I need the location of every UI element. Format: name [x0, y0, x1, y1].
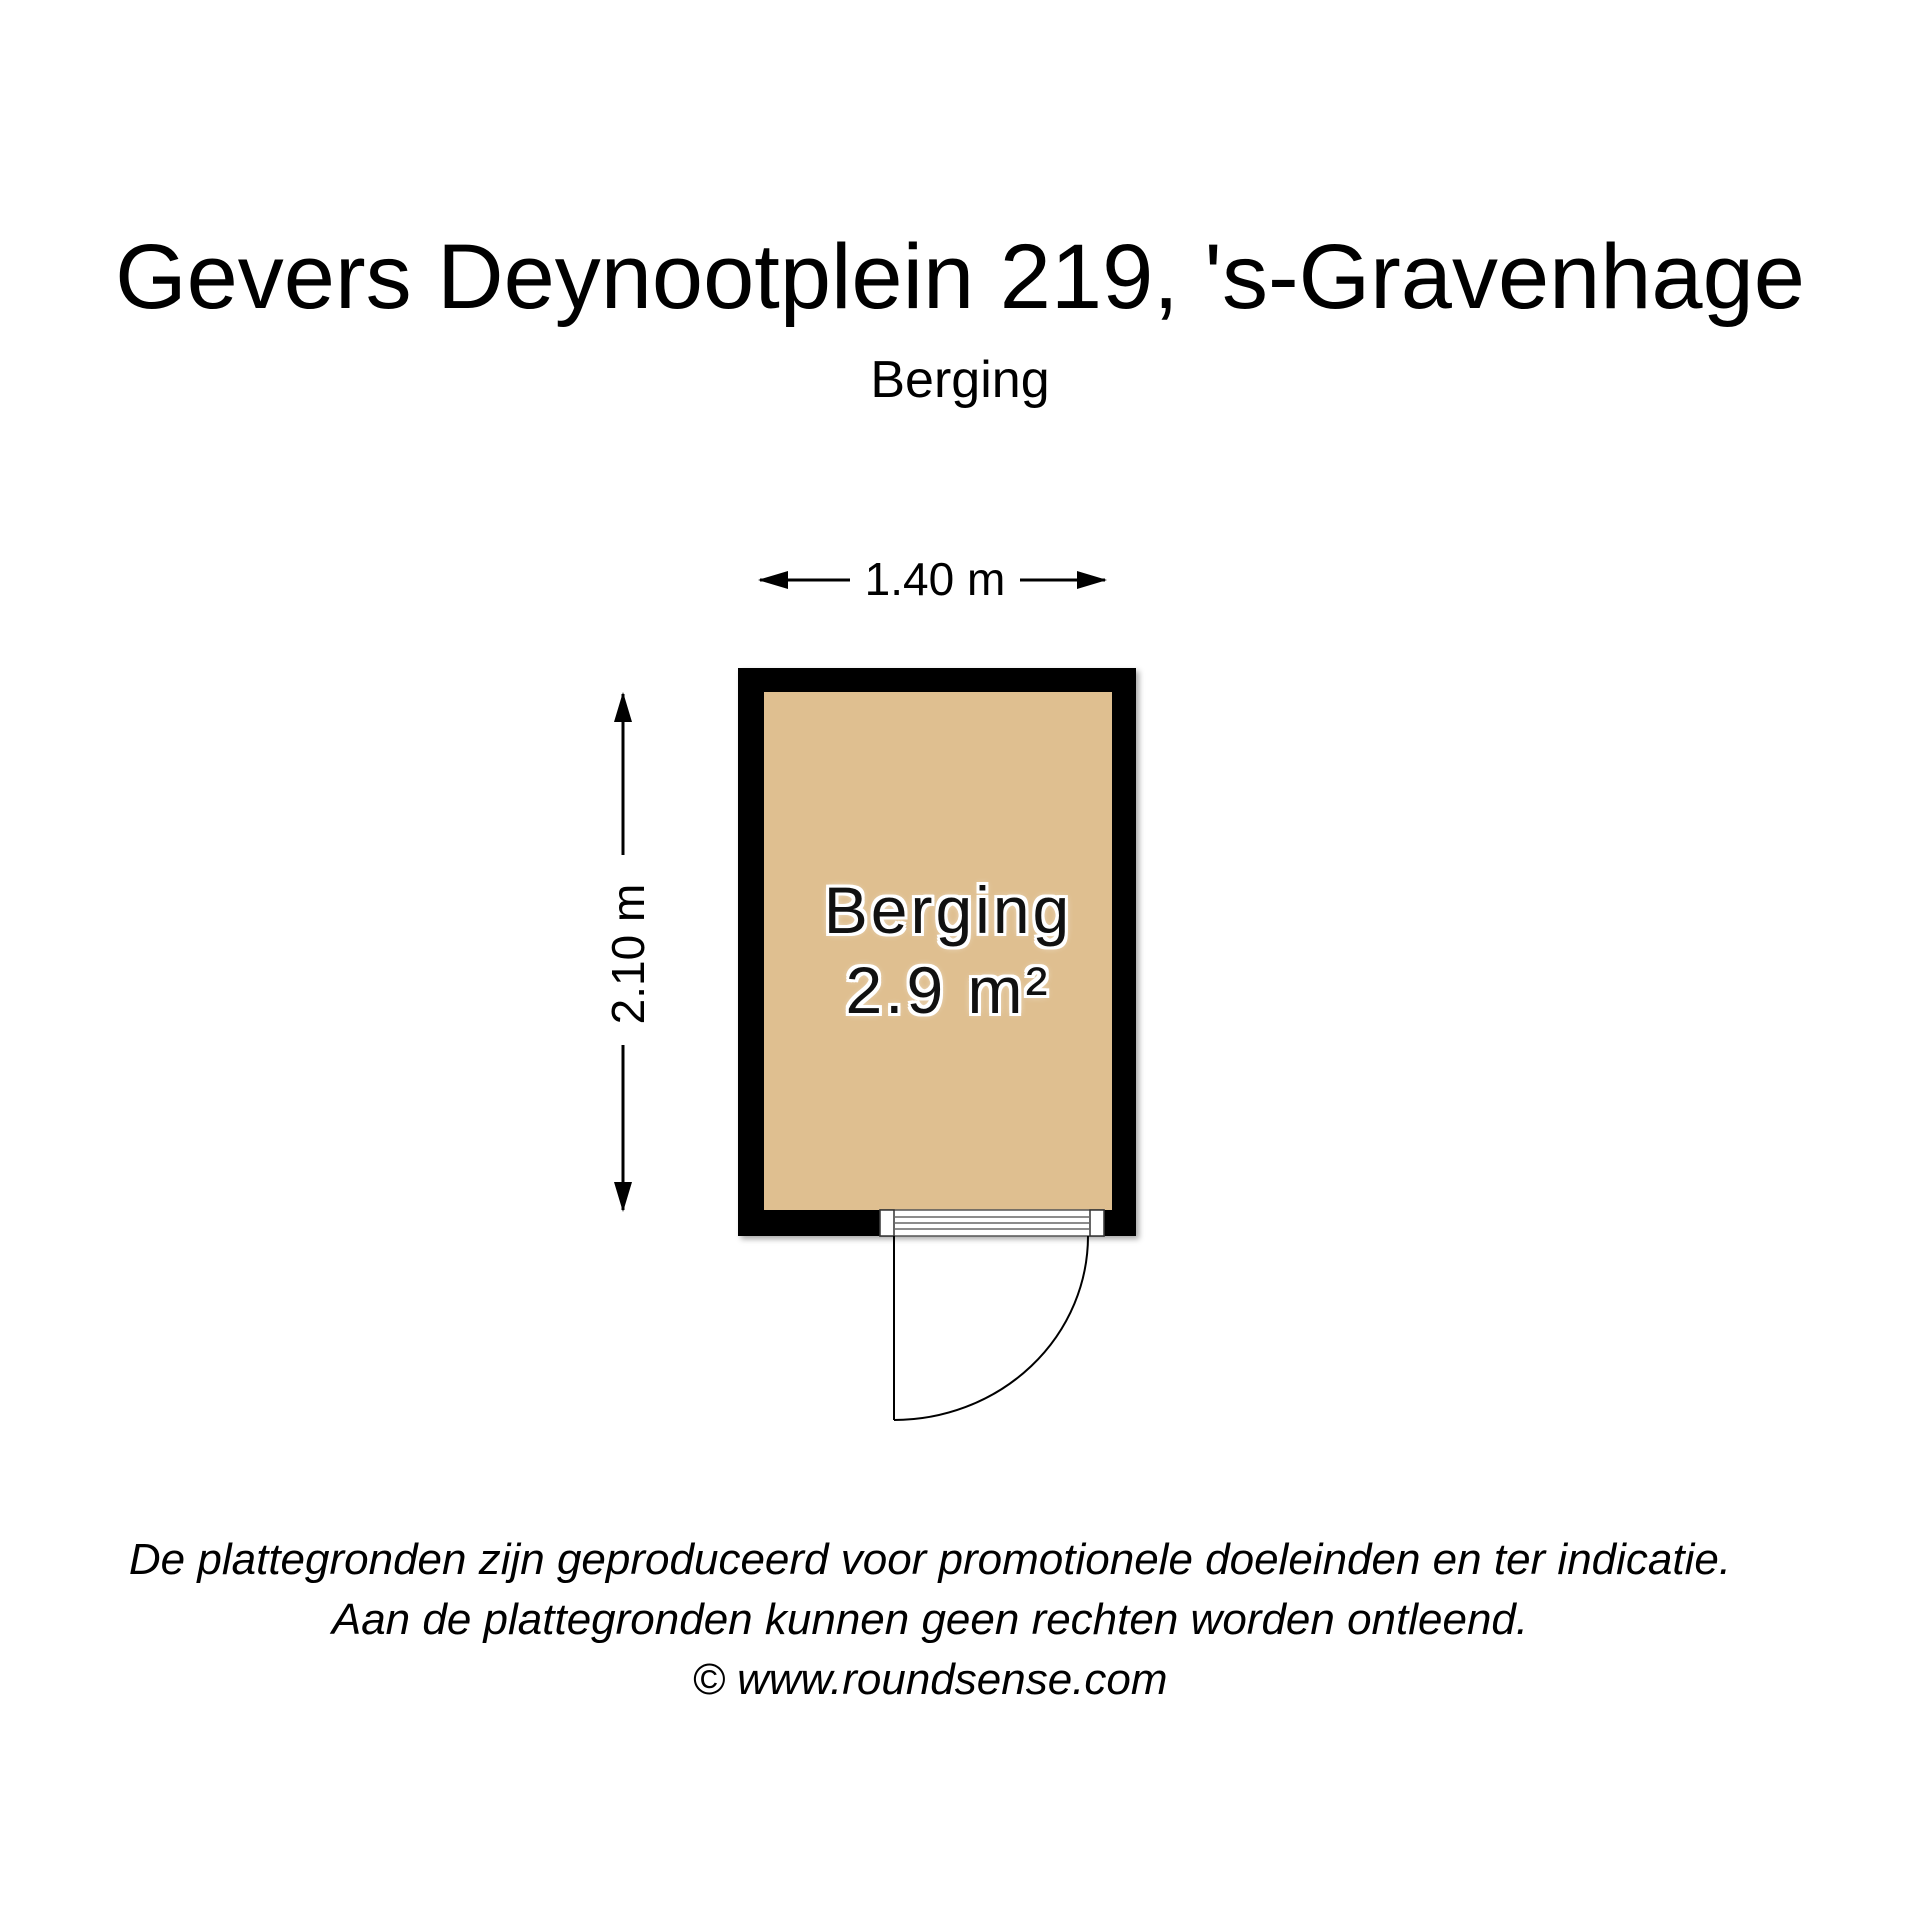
room-area-label: 2.9 m²: [845, 953, 1051, 1027]
height-dimension-label: 2.10 m: [599, 869, 657, 1039]
disclaimer-line: De plattegronden zijn geproduceerd voor promotionele doeleinden en ter indicatie.: [128, 1535, 1732, 1584]
disclaimer: [0, 1530, 1860, 1710]
floor-label: Berging: [870, 351, 1050, 409]
disclaimer-line: Aan de plattegronden kunnen geen rechten worden ontleend.: [331, 1595, 1529, 1644]
width-dimension-label: 1.40 m: [850, 550, 1020, 608]
copyright-link[interactable]: © www.roundsense.com: [692, 1655, 1168, 1704]
plan-title: Gevers Deynootplein 219, 's-Gravenhage: [115, 226, 1805, 328]
door-swing: [894, 1236, 1088, 1420]
room-name-label: Berging: [823, 873, 1073, 947]
